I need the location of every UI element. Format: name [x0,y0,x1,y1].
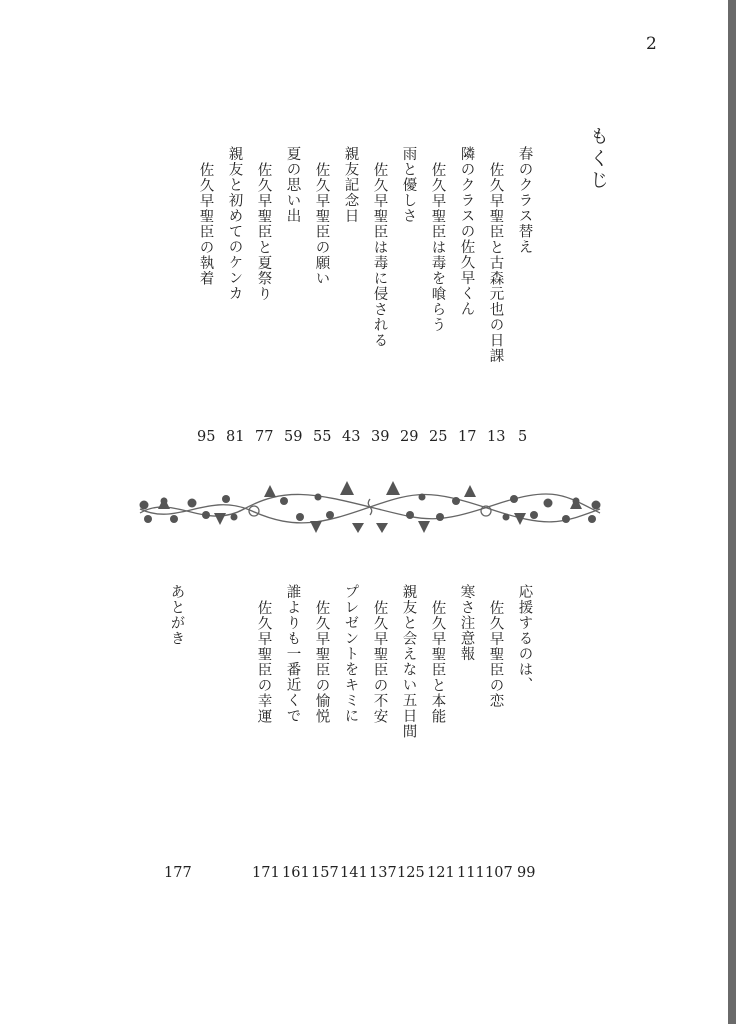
toc-entry-title: 佐久早聖臣は毒に侵される [371,162,388,348]
toc-entry-page: 99 [517,865,536,881]
toc-entry-title: 佐久早聖臣は毒を喰らう [429,162,446,333]
toc-entry-page: 125 [397,865,425,881]
toc-entry-title: 親友記念日 [342,146,359,224]
toc-entry-page: 59 [284,429,303,445]
toc-entry-title: あとがき [168,584,185,646]
toc-entry-page: 29 [400,429,419,445]
toc-entry-page: 95 [197,429,216,445]
toc-entry-page: 39 [371,429,390,445]
toc-entry-title: 応援するのは、 [516,584,533,693]
toc-entry-page: 111 [457,865,485,881]
toc-entry-title: 佐久早聖臣と古森元也の日課 [487,162,504,364]
toc-entry-title: 夏の思い出 [284,146,301,224]
toc-entry-page: 177 [164,865,192,881]
toc-entry-page: 5 [518,429,528,445]
toc-heading: もくじ [587,126,609,192]
toc-entry-title: 親友と会えない五日間 [400,584,417,739]
toc-entry-page: 55 [313,429,332,445]
toc-entry-page: 171 [252,865,280,881]
toc-entry-title: プレゼントをキミに [342,584,359,724]
toc-entry-page: 17 [458,429,477,445]
toc-entry-page: 43 [342,429,361,445]
toc-entry-page: 13 [487,429,506,445]
toc-entry-page: 157 [311,865,339,881]
toc-entry-title: 佐久早聖臣の執着 [197,162,214,286]
toc-entry-page: 77 [255,429,274,445]
toc-entry-title: 隣のクラスの佐久早くん [458,146,475,317]
toc-entry-page: 107 [485,865,513,881]
floral-vine-divider-icon [134,479,606,535]
toc-entry-title: 佐久早聖臣の願い [313,162,330,286]
toc-entry-title: 佐久早聖臣の愉悦 [313,600,330,724]
toc-entry-title: 誰よりも一番近くで [284,584,301,724]
toc-entry-title: 佐久早聖臣の恋 [487,600,504,709]
toc-entry-title: 佐久早聖臣の幸運 [255,600,272,724]
toc-entry-title: 佐久早聖臣の不安 [371,600,388,724]
toc-entry-title: 佐久早聖臣と本能 [429,600,446,724]
toc-entry-page: 137 [369,865,397,881]
toc-entry-title: 佐久早聖臣と夏祭り [255,162,272,302]
toc-entry-title: 親友と初めてのケンカ [226,146,243,301]
toc-entry-title: 春のクラス替え [516,146,533,255]
toc-entry-title: 雨と優しさ [400,146,417,224]
toc-entry-page: 121 [427,865,455,881]
page-edge-shadow [728,0,736,1024]
toc-entry-page: 81 [226,429,245,445]
toc-entry-title: 寒さ注意報 [458,584,475,662]
page-number: 2 [646,34,657,54]
toc-entry-page: 25 [429,429,448,445]
toc-entry-page: 141 [340,865,368,881]
toc-entry-page: 161 [282,865,310,881]
